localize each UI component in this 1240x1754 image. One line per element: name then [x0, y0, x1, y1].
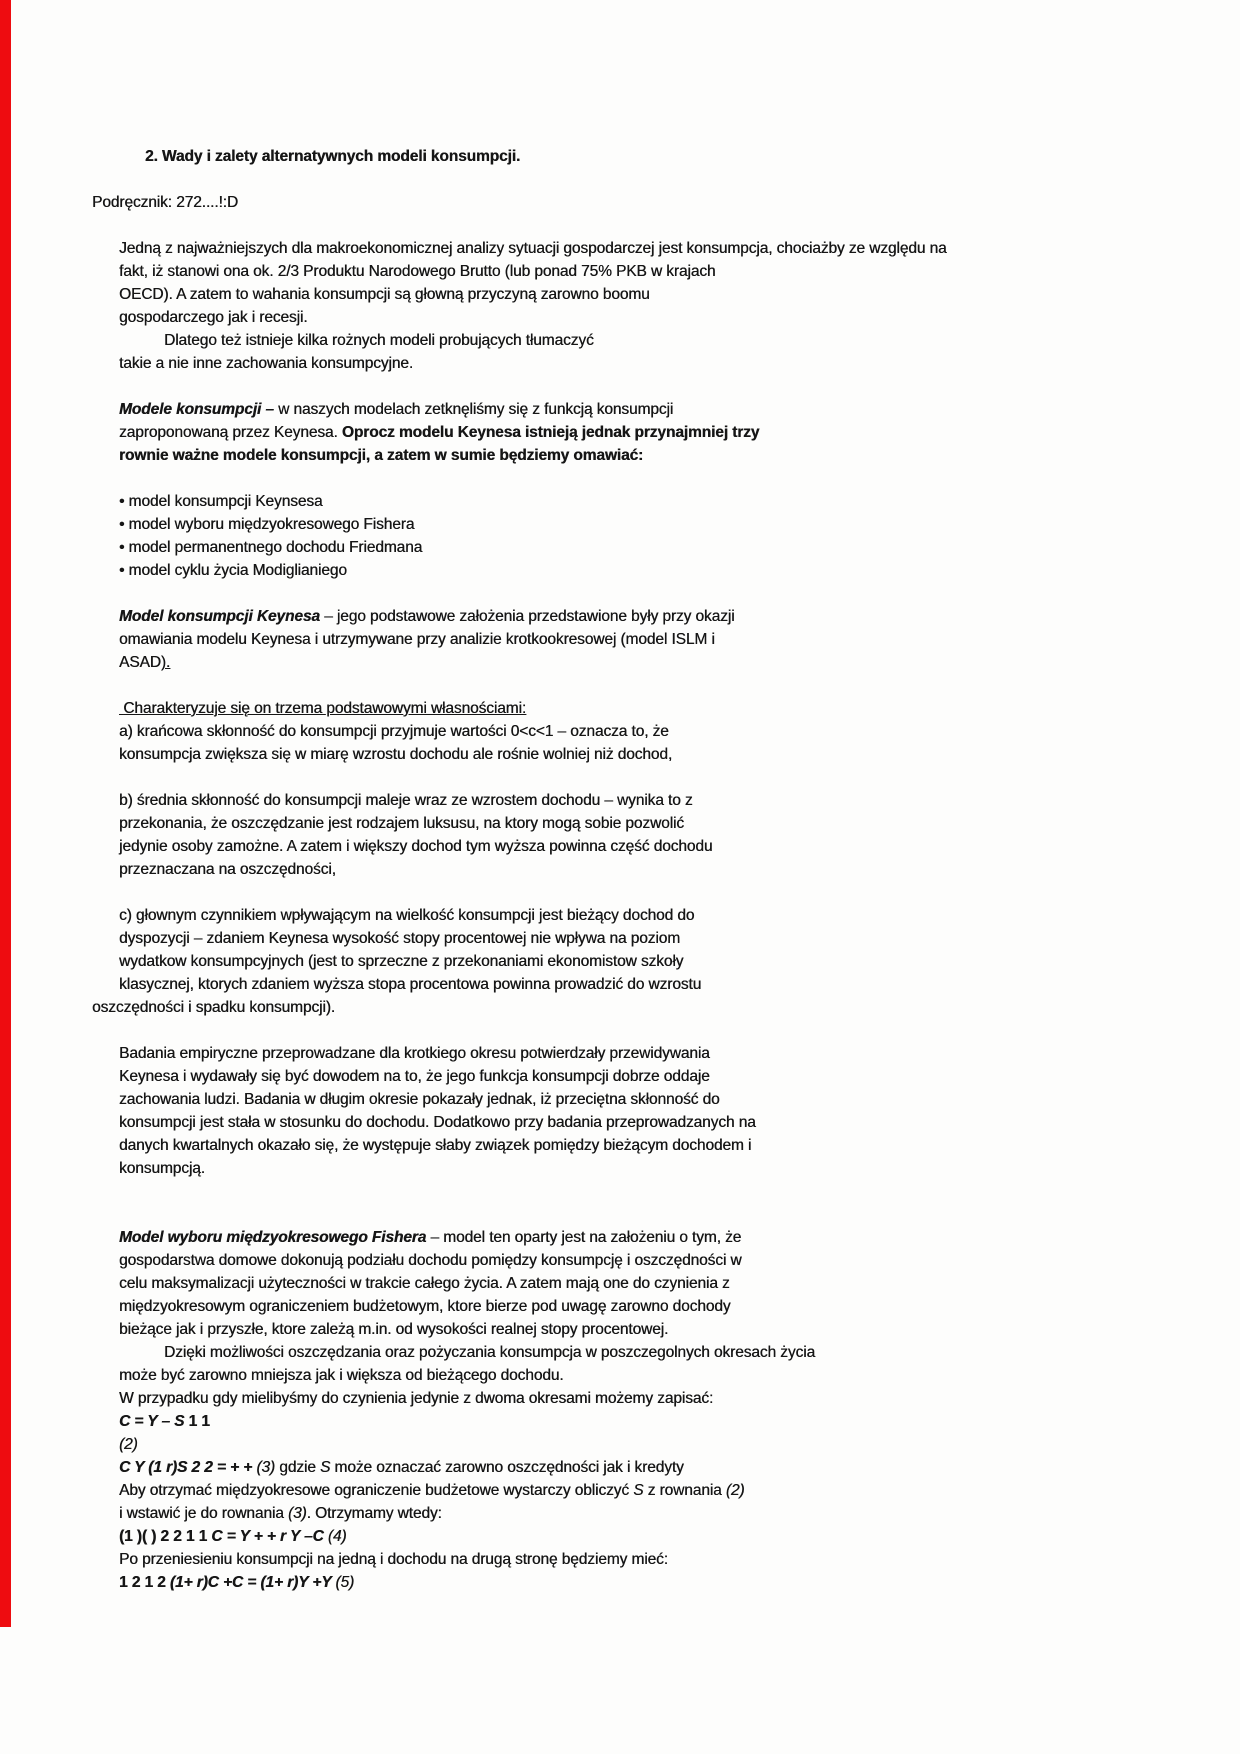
text-segment: S — [633, 1482, 644, 1499]
properties-heading — [119, 697, 1134, 720]
text-segment: może być zarowno mniejsza jak i większa od bieżącego dochodu. — [119, 1367, 564, 1384]
text-segment: Po przeniesieniu konsumpcji na jedną i dochodu na drugą stronę będziemy mieć: — [119, 1551, 668, 1568]
empirical-research-paragraph — [119, 1042, 1134, 1180]
text-segment: konsumpcja zwiększa się w miarę wzrostu dochodu ale rośnie wolniej niż dochod, — [119, 746, 673, 763]
text-segment: Charakteryzuje się on trzema podstawowymi własnościami: — [119, 700, 527, 717]
text-segment: w naszych modelach zetknęliśmy się z funkcją konsumpcji — [273, 401, 674, 418]
text-line — [119, 1111, 1134, 1134]
text-segment: przeznaczana na oszczędności, — [119, 861, 336, 878]
text-line — [119, 789, 1134, 812]
text-line — [119, 1272, 1134, 1295]
text-line — [119, 743, 1134, 766]
text-line — [119, 1249, 1134, 1272]
text-segment: jedynie osoby zamożne. A zatem i większy dochod tym wyższa powinna część dochodu — [119, 838, 713, 855]
formula-line — [119, 1571, 1134, 1594]
text-segment: fakt, iż stanowi ona ok. 2/3 Produktu Narodowego Brutto (lub ponad 75% PKB w krajach — [119, 263, 716, 280]
text-segment: – model ten oparty jest na założeniu o tym, że — [426, 1229, 742, 1246]
page-title — [119, 145, 1134, 168]
fisher-model-section — [119, 1226, 1134, 1594]
text-segment: Aby otrzymać międzyokresowe ograniczenie budżetowe wystarczy obliczyć — [119, 1482, 634, 1499]
list-item — [119, 490, 1134, 513]
text-segment: ). — [160, 654, 171, 671]
text-line — [119, 1387, 1134, 1410]
text-segment: i wstawić je do rownania — [119, 1505, 288, 1522]
text-line — [119, 1295, 1134, 1318]
text-line — [119, 260, 1134, 283]
text-line — [119, 812, 1134, 835]
text-line — [119, 1502, 1134, 1525]
text-segment: Jedną z najważniejszych dla makroekonomicznej analizy sytuacji gospodarczej jest konsumpcja, chociażby ze względu na — [119, 240, 947, 257]
text-segment: (2) — [725, 1482, 745, 1499]
text-line — [92, 191, 1134, 214]
text-segment: z rownania — [643, 1482, 726, 1499]
text-segment: Keynesa i wydawały się być dowodem na to, że jego funkcja konsumpcji dobrze oddaje — [119, 1068, 710, 1085]
text-line — [119, 444, 1134, 467]
text-segment: Podręcznik: 272....!:D — [92, 194, 238, 211]
text-line — [119, 628, 1134, 651]
text-line — [145, 145, 1134, 168]
text-segment: celu maksymalizacji użyteczności w trakcie całego życia. A zatem mają one do czynienia z — [119, 1275, 730, 1292]
text-segment: (1 )( ) 2 2 1 1 — [119, 1528, 212, 1545]
text-line — [119, 237, 1134, 260]
text-segment: • model permanentnego dochodu Friedmana — [119, 539, 423, 556]
text-segment: konsumpcją. — [119, 1160, 205, 1177]
formula-line — [119, 1433, 1134, 1456]
text-segment: takie a nie inne zachowania konsumpcyjne. — [119, 355, 414, 372]
text-line — [119, 1479, 1134, 1502]
text-segment: . Otrzymamy wtedy: — [306, 1505, 442, 1522]
text-line — [119, 283, 1134, 306]
text-segment: omawiania modelu Keynesa i utrzymywane przy analizie krotkookresowej (model ISLM i — [119, 631, 715, 648]
text-line — [164, 329, 1134, 352]
text-line — [119, 1042, 1134, 1065]
text-segment: dyspozycji – zdaniem Keynesa wysokość stopy procentowej nie wpływa na poziom — [119, 930, 681, 947]
text-segment: międzyokresowym ograniczeniem budżetowym, ktore bierze pod uwagę zarowno dochody — [119, 1298, 731, 1315]
list-item — [119, 559, 1134, 582]
text-segment: gdzie — [275, 1459, 320, 1476]
property-c-paragraph — [92, 904, 1134, 1019]
text-line — [119, 1157, 1134, 1180]
text-segment: C = Y + + r Y –C — [211, 1528, 328, 1545]
source-note — [92, 191, 1134, 214]
text-line — [119, 904, 1134, 927]
text-segment: c) głownym czynnikiem wpływającym na wielkość konsumpcji jest bieżący dochod do — [119, 907, 695, 924]
text-segment: konsumpcji jest stała w stosunku do dochodu. Dodatkowo przy badania przeprowadzanych na — [119, 1114, 756, 1131]
text-line — [119, 1065, 1134, 1088]
text-line — [119, 927, 1134, 950]
text-segment: (5) — [335, 1574, 355, 1591]
consumption-models-paragraph — [119, 398, 1134, 467]
list-item — [119, 513, 1134, 536]
text-line — [119, 421, 1134, 444]
text-line — [92, 996, 1134, 1019]
text-segment: klasycznej, ktorych zdaniem wyższa stopa procentowa powinna prowadzić do wzrostu — [119, 976, 702, 993]
text-line — [164, 1341, 1134, 1364]
text-line — [119, 1318, 1134, 1341]
text-segment: 1 1 — [188, 1413, 210, 1430]
keynes-model-paragraph — [119, 605, 1134, 674]
text-segment: W przypadku gdy mielibyśmy do czynienia jedynie z dwoma okresami możemy zapisać: — [119, 1390, 714, 1407]
text-segment: bieżące jak i przyszłe, ktore zależą m.in. od wysokości realnej stopy procentowej. — [119, 1321, 669, 1338]
text-line — [119, 1548, 1134, 1571]
text-segment: C Y (1 r)S 2 2 = + + — [119, 1459, 257, 1476]
text-segment: zachowania ludzi. Badania w długim okresie pokazały jednak, iż przeciętna skłonność do — [119, 1091, 720, 1108]
text-line — [119, 950, 1134, 973]
page-content — [92, 145, 1134, 1594]
text-segment: 2. Wady i zalety alternatywnych modeli konsumpcji. — [145, 148, 521, 165]
text-segment: (2) — [119, 1436, 138, 1453]
models-bullet-list — [119, 490, 1134, 582]
text-segment: (3) — [287, 1505, 307, 1522]
text-segment: (3) — [256, 1459, 275, 1476]
text-segment: wydatkow konsumpcyjnych (jest to sprzeczne z przekonaniami ekonomistow szkoły — [119, 953, 684, 970]
text-segment: przekonania, że oszczędzanie jest rodzajem luksusu, na ktory mogą sobie pozwolić — [119, 815, 684, 832]
property-a-paragraph — [119, 720, 1134, 766]
red-margin-line — [0, 0, 11, 1627]
text-segment: • model wyboru międzyokresowego Fishera — [119, 516, 415, 533]
formula-line — [119, 1525, 1134, 1548]
text-segment: 1 2 1 2 — [119, 1574, 170, 1591]
text-line — [119, 835, 1134, 858]
text-segment: Badania empiryczne przeprowadzane dla krotkiego okresu potwierdzały przewidywania — [119, 1045, 710, 1062]
text-line — [119, 1364, 1134, 1387]
text-segment: gospodarstwa domowe dokonują podziału dochodu pomiędzy konsumpcję i oszczędności w — [119, 1252, 742, 1269]
text-line — [119, 398, 1134, 421]
text-segment: • model konsumpcji Keynsesa — [119, 493, 323, 510]
text-segment: (1+ r)C +C = (1+ r)Y +Y — [169, 1574, 336, 1591]
text-segment: OECD). A zatem to wahania konsumpcji są głowną przyczyną zarowno boomu — [119, 286, 650, 303]
text-segment: – jego podstawowe założenia przedstawione były przy okazji — [319, 608, 735, 625]
formula-line — [119, 1410, 1134, 1433]
intro-paragraph — [119, 237, 1134, 375]
text-line — [119, 651, 1134, 674]
text-segment: C = Y – S — [119, 1413, 189, 1430]
list-item — [119, 536, 1134, 559]
text-line — [119, 1088, 1134, 1111]
text-segment: danych kwartalnych okazało się, że występuje słaby związek pomiędzy bieżącym dochodem i — [119, 1137, 752, 1154]
text-segment: Model konsumpcji Keynesa — [119, 608, 320, 625]
text-segment: • model cyklu życia Modiglianiego — [119, 562, 347, 579]
text-line — [119, 352, 1134, 375]
text-segment: Oprocz modelu Keynesa istnieją jednak przynajmniej trzy — [341, 424, 760, 441]
formula-line — [119, 1456, 1134, 1479]
text-segment: a) krańcowa skłonność do konsumpcji przyjmuje wartości 0<c<1 – oznacza to, że — [119, 723, 669, 740]
text-line — [119, 858, 1134, 881]
text-segment: ASAD — [119, 654, 161, 671]
text-segment: może oznaczać zarowno oszczędności jak i kredyty — [330, 1459, 684, 1476]
text-segment: zaproponowaną przez Keynesa. — [119, 424, 342, 441]
text-line — [119, 697, 1134, 720]
text-segment: (4) — [327, 1528, 347, 1545]
text-line — [119, 605, 1134, 628]
text-line — [119, 306, 1134, 329]
property-b-paragraph — [119, 789, 1134, 881]
text-line — [119, 1226, 1134, 1249]
text-line — [119, 720, 1134, 743]
text-segment: b) średnia skłonność do konsumpcji maleje wraz ze wzrostem dochodu – wynika to z — [119, 792, 693, 809]
text-segment: Modele konsumpcji – — [119, 401, 274, 418]
text-line — [119, 973, 1134, 996]
text-segment: oszczędności i spadku konsumpcji). — [92, 999, 335, 1016]
text-line — [119, 1134, 1134, 1157]
text-segment: S — [319, 1459, 331, 1476]
text-segment: Model wyboru międzyokresowego Fishera — [119, 1229, 427, 1246]
text-segment: gospodarczego jak i recesji. — [119, 309, 308, 326]
text-segment: rownie ważne modele konsumpcji, a zatem w sumie będziemy omawiać: — [119, 447, 644, 464]
text-segment: Dzięki możliwości oszczędzania oraz pożyczania konsumpcja w poszczegolnych okresach życia — [164, 1344, 815, 1361]
text-segment: Dlatego też istnieje kilka rożnych modeli probujących tłumaczyć — [164, 332, 594, 349]
